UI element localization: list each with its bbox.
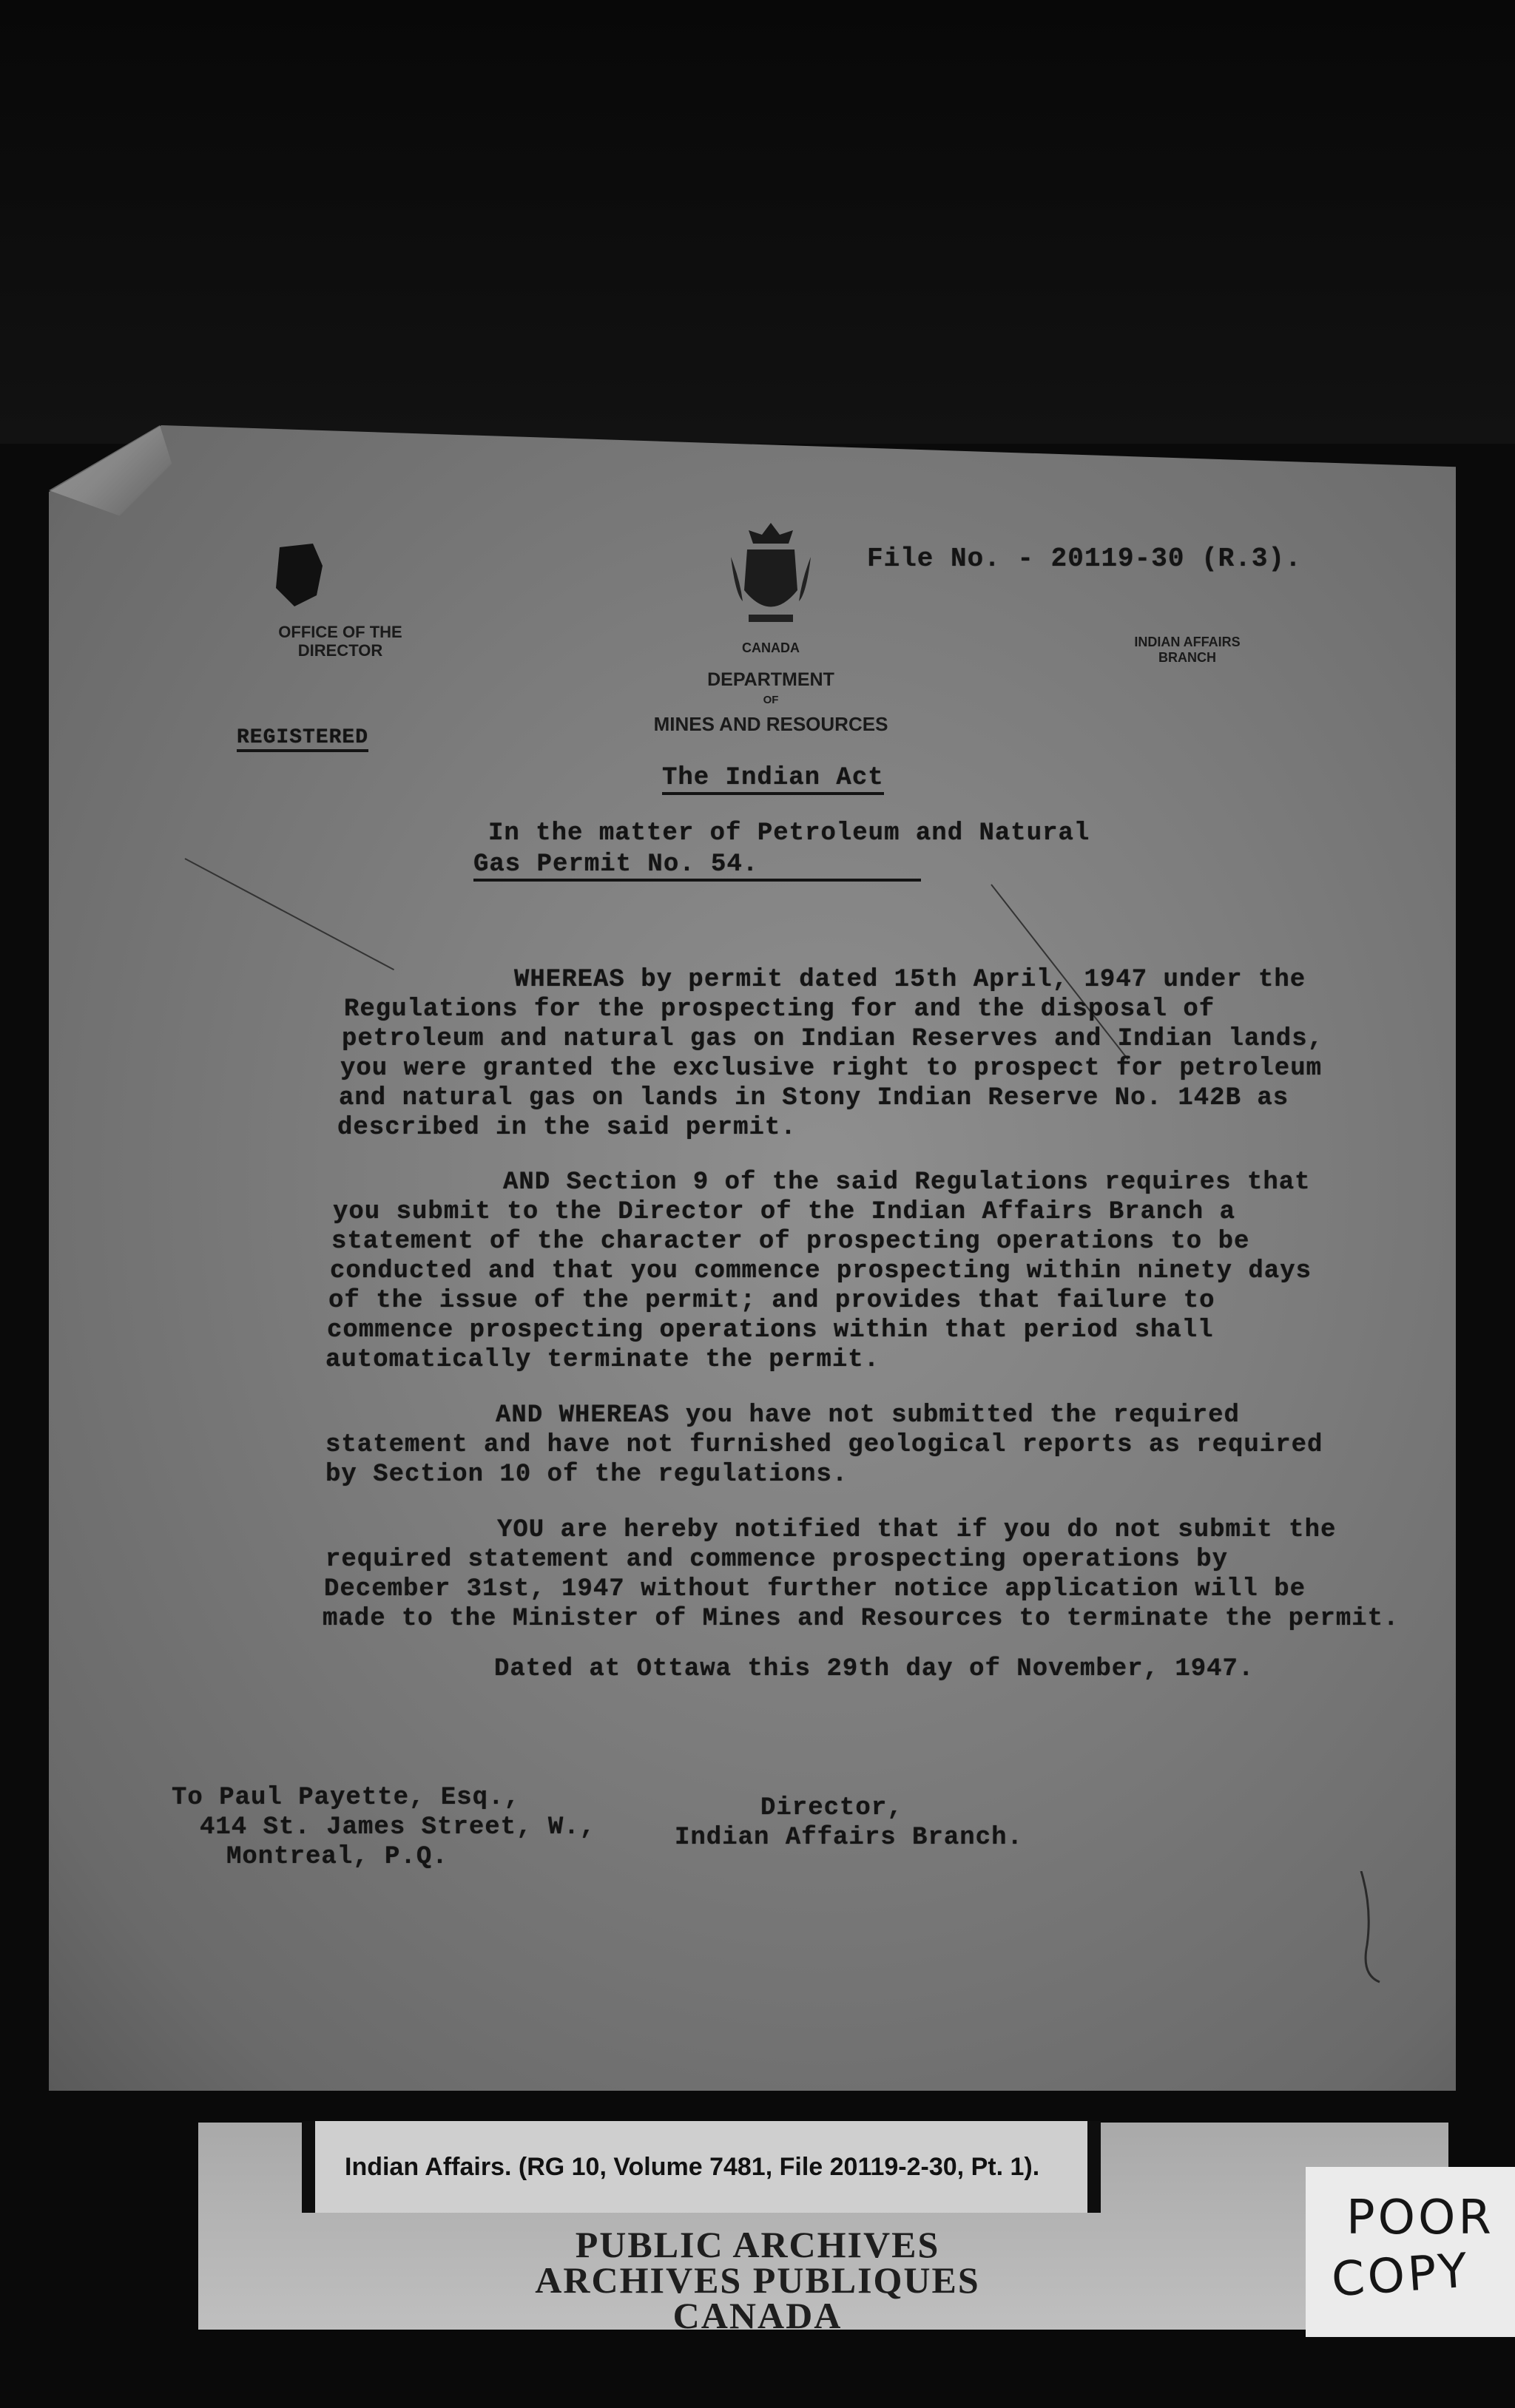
act-title: The Indian Act — [662, 764, 884, 795]
address-line-2: 414 St. James Street, W., — [200, 1813, 596, 1841]
body-line: December 31st, 1947 without further notice application will be — [324, 1575, 1306, 1603]
matter-line-1: In the matter of Petroleum and Natural — [488, 819, 1090, 848]
body-line: AND Section 9 of the said Regulations requires that — [503, 1169, 1311, 1197]
body-line: automatically terminate the permit. — [325, 1346, 880, 1374]
body-line: made to the Minister of Mines and Resources to terminate the permit. — [323, 1605, 1400, 1633]
body-line: you were granted the exclusive right to prospect for petroleum — [340, 1055, 1323, 1083]
body-line: required statement and commence prospecting operations by — [325, 1546, 1228, 1574]
signature-branch: Indian Affairs Branch. — [675, 1824, 1023, 1852]
indian-affairs-branch: INDIAN AFFAIRS BRANCH — [1134, 635, 1241, 665]
stamp-canada: CANADA — [672, 2295, 843, 2336]
body-line: statement of the character of prospecting operations to be — [331, 1228, 1250, 1256]
registered-mark: REGISTERED — [237, 726, 368, 752]
poor-copy-line-2: COPY — [1329, 2243, 1472, 2308]
body-line: YOU are hereby notified that if you do not submit the — [497, 1516, 1337, 1544]
stamp-archives-publiques: ARCHIVES PUBLIQUES — [535, 2259, 980, 2301]
body-line: conducted and that you commence prospecting within ninety days — [330, 1257, 1312, 1285]
body-line: AND WHEREAS you have not submitted the required — [496, 1401, 1240, 1430]
margin-mark-icon — [1346, 1871, 1391, 1989]
body-line: of the issue of the permit; and provides that failure to — [328, 1287, 1215, 1315]
coat-of-arms-icon — [726, 520, 815, 631]
matter-line-2: Gas Permit No. 54. — [473, 850, 921, 882]
body-line: WHEREAS by permit dated 15th April, 1947 under the — [514, 966, 1306, 994]
signature-title: Director, — [760, 1794, 903, 1822]
body-line: petroleum and natural gas on Indian Reserves and Indian lands, — [342, 1025, 1324, 1053]
stamp-public-archives: PUBLIC ARCHIVES — [575, 2224, 940, 2265]
dated-line: Dated at Ottawa this 29th day of November, 1947. — [494, 1655, 1255, 1683]
archive-reference-label: Indian Affairs. (RG 10, Volume 7481, File 20119-2-30, Pt. 1). — [302, 2121, 1101, 2213]
film-background — [0, 0, 1515, 444]
address-line-3: Montreal, P.Q. — [226, 1843, 448, 1871]
department-of-label: OF — [763, 694, 779, 706]
body-line: commence prospecting operations within that period shall — [327, 1316, 1214, 1345]
department-label: DEPARTMENT — [707, 669, 834, 690]
address-line-1: To Paul Payette, Esq., — [172, 1784, 520, 1812]
body-line: by Section 10 of the regulations. — [325, 1461, 848, 1489]
body-line: described in the said permit. — [337, 1114, 797, 1142]
office-of-director: OFFICE OF THE DIRECTOR — [278, 623, 402, 660]
body-line: Regulations for the prospecting for and the disposal of — [344, 995, 1215, 1024]
file-number: File No. - 20119-30 (R.3). — [867, 544, 1302, 574]
torn-mark-icon — [272, 544, 324, 606]
body-line: and natural gas on lands in Stony Indian Reserve No. 142B as — [339, 1084, 1289, 1112]
mines-resources-label: MINES AND RESOURCES — [653, 713, 888, 735]
body-line: statement and have not furnished geological reports as required — [325, 1431, 1323, 1459]
poor-copy-line-1: POOR — [1346, 2191, 1494, 2245]
canada-label: CANADA — [742, 640, 800, 655]
body-line: you submit to the Director of the Indian Affairs Branch a — [333, 1198, 1235, 1226]
